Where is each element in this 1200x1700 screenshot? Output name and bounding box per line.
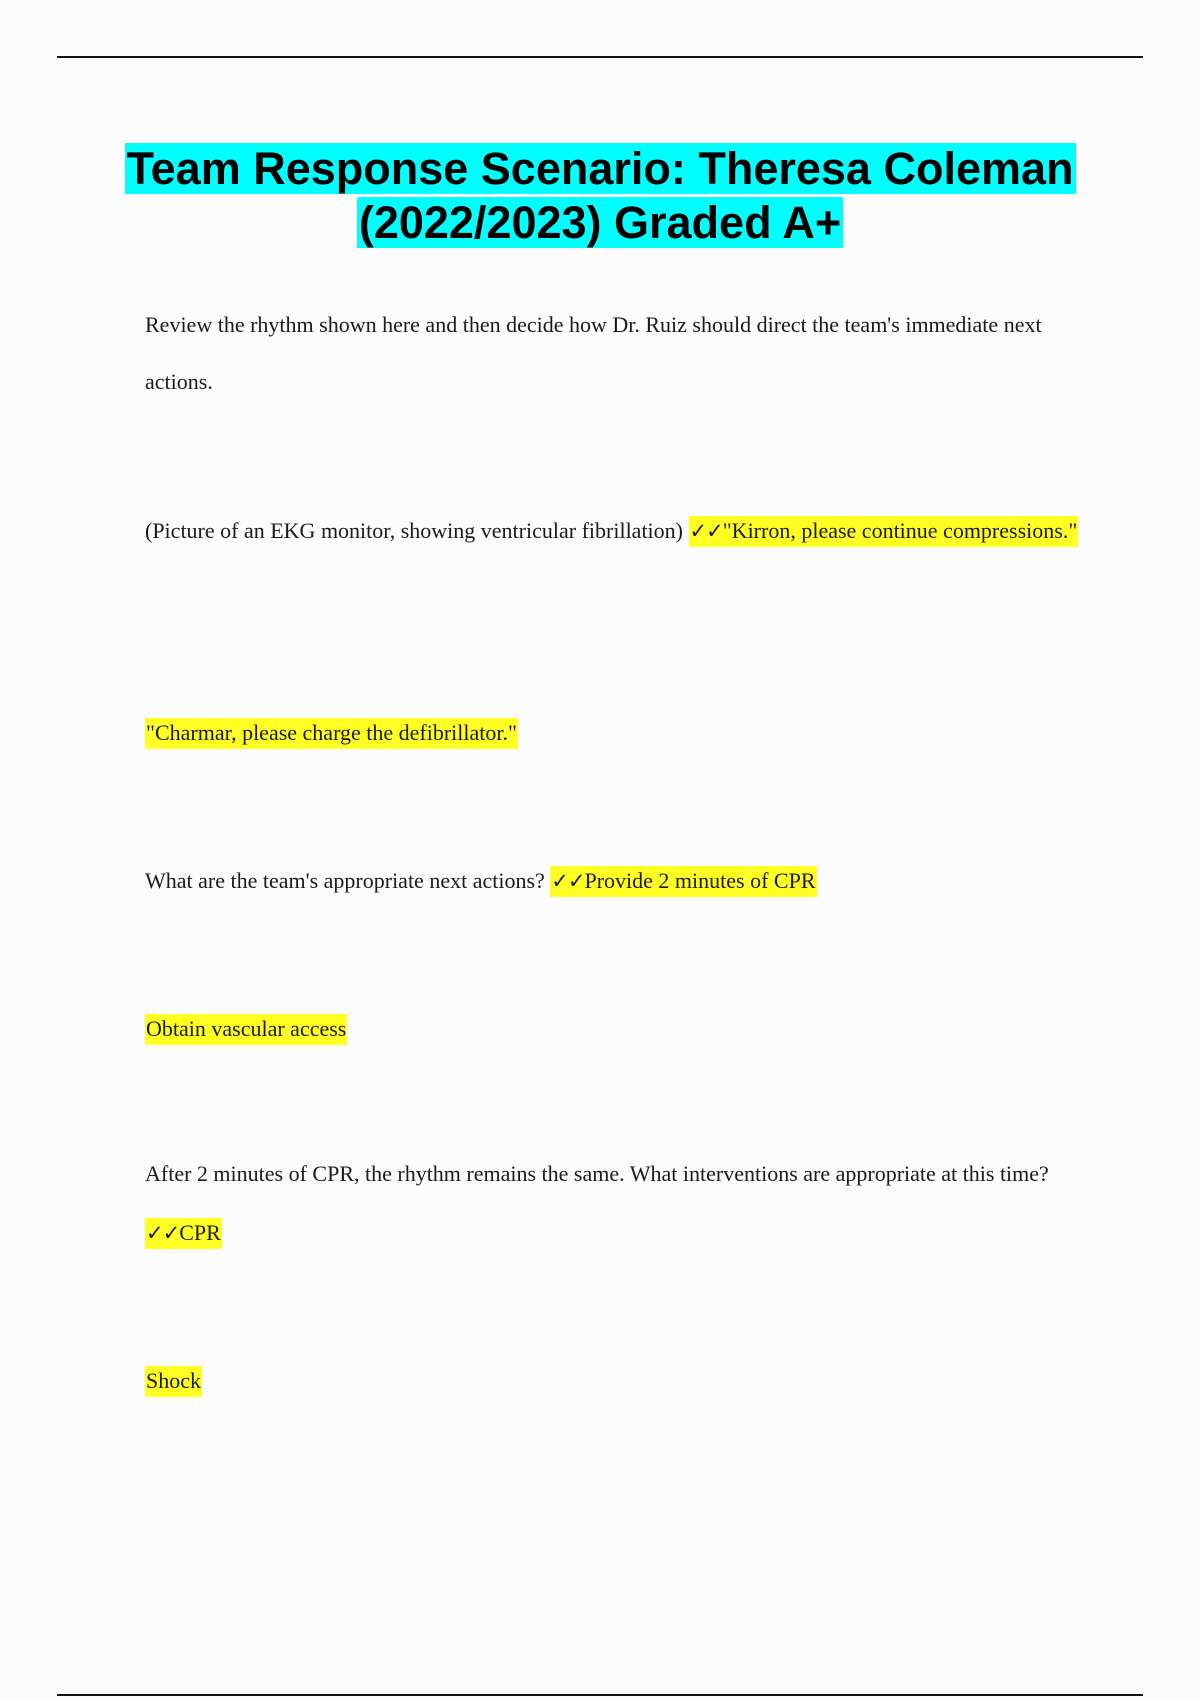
check-mark-icon: ✓✓	[551, 869, 585, 893]
answer-text: Shock	[145, 1366, 202, 1397]
answer-text: Obtain vascular access	[145, 1014, 347, 1045]
question-next-actions	[145, 852, 1105, 910]
answer-line	[145, 704, 1105, 762]
question-next-actions-prompt: What are the team's appropriate next actions?	[145, 868, 545, 893]
answer-highlight	[145, 1218, 222, 1249]
question-interventions	[145, 1144, 1105, 1263]
intro-paragraph: Review the rhythm shown here and then decide how Dr. Ruiz should direct the team's immediate next actions.	[145, 312, 1042, 394]
header-rule	[57, 56, 1143, 58]
document-title	[0, 142, 1200, 250]
question-ekg	[145, 500, 1105, 562]
answer-text: "Charmar, please charge the defibrillator."	[145, 718, 518, 749]
answer-text: CPR	[179, 1220, 221, 1245]
answer-line	[145, 1352, 1105, 1410]
check-mark-icon: ✓✓	[146, 1221, 180, 1245]
check-mark-icon: ✓✓	[689, 519, 723, 543]
title-text: Team Response Scenario: Theresa Coleman (2022/2023) Graded A+	[126, 143, 1074, 248]
answer-line	[145, 1000, 1105, 1058]
answer-text: Provide 2 minutes of CPR	[584, 868, 816, 893]
question-ekg-prompt: (Picture of an EKG monitor, showing ventricular fibrillation)	[145, 518, 683, 543]
footer-rule	[57, 1694, 1143, 1696]
question-interventions-prompt: After 2 minutes of CPR, the rhythm remains the same. What interventions are appropriate at this time?	[145, 1161, 1049, 1186]
answer-highlight	[550, 866, 816, 897]
answer-highlight	[689, 516, 1079, 547]
answer-text: "Kirron, please continue compressions."	[722, 518, 1078, 543]
